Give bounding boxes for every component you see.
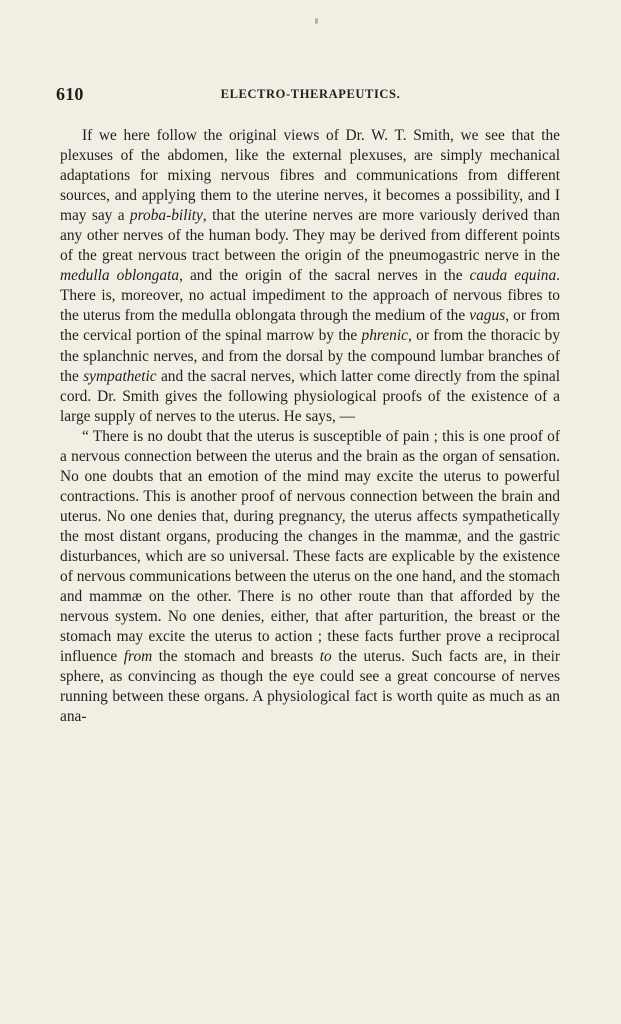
italic-run: vagus — [469, 307, 506, 325]
text-run: If we here follow the original views of Dr. W. T. Smith, we see that the plexuses of the abdomen, like the external plexuses, are simply mechanical adaptations for mixing nervous fibres and communications from different sources, and applying them to the uterine nerves, it becomes a possibility, and I may say a — [60, 127, 560, 225]
ink-speck — [315, 18, 318, 24]
text-run: , or from the thoracic by the splanchnic nerves, and from the dorsal by the compound lumbar branches of the — [60, 327, 561, 385]
italic-run: cauda equina — [469, 267, 557, 285]
page-header — [56, 84, 565, 106]
text-run: , and the origin of the sacral nerves in the — [179, 267, 470, 285]
italic-run: medulla oblongata — [60, 267, 180, 285]
text-run: the uterus. Such facts are, in their sphere, as convincing as though the eye could see a great concourse of nerves running between these organs. A physiological fact is worth quite as much as an ana- — [60, 648, 561, 726]
page-body — [60, 126, 560, 727]
text-run: and the sacral nerves, which latter come directly from the spinal cord. Dr. Smith gives the following physiological proofs of the existence of a large supply of nerves to the uterus. He says, — — [60, 367, 561, 425]
italic-run: sympathetic — [83, 367, 157, 385]
paragraph-1 — [60, 126, 560, 427]
paragraph-2 — [60, 427, 560, 728]
text-run: the stomach and breasts — [152, 648, 320, 666]
text-run: , or from the cervical portion of the spinal marrow by the — [60, 307, 560, 345]
italic-run: phrenic — [361, 327, 408, 345]
italic-run: to — [319, 648, 332, 666]
italic-run: from — [123, 648, 153, 666]
text-run: “ There is no doubt that the uterus is susceptible of pain ; this is one proof of a nervous connection between the uterus and the brain as the organ of sensation. No one doubts that an emotion of the mind may excite the uterus to powerful contractions. This is another proof of nervous connection between the brain and uterus. No one denies that, during pregnancy, the uterus affects sympathetically the most distant organs, producing the changes in the mammæ, and the gastric disturbances, which are so universal. These facts are explicable by the existence of nervous communications between the uterus on the one hand, and the stomach and mammæ on the other. There is no other route than that afforded by the nervous system. No one denies, either, that after parturition, the breast or the stomach may excite the uterus to action ; these facts further prove a reciprocal influence — [60, 427, 560, 666]
page-number: 610 — [56, 84, 84, 104]
text-run: , that the uterine nerves are more variously derived than any other nerves of the human body. They may be derived from different points of the great nervous tract between the origin of the pneumogastric nerve in the — [60, 207, 561, 265]
text-run: . There is, moreover, no actual impediment to the approach of nervous fibres to the uterus from the medulla oblongata through the medium of the — [60, 267, 560, 325]
running-title: ELECTRO-THERAPEUTICS. — [220, 87, 401, 101]
italic-run: proba-bility — [129, 207, 203, 225]
